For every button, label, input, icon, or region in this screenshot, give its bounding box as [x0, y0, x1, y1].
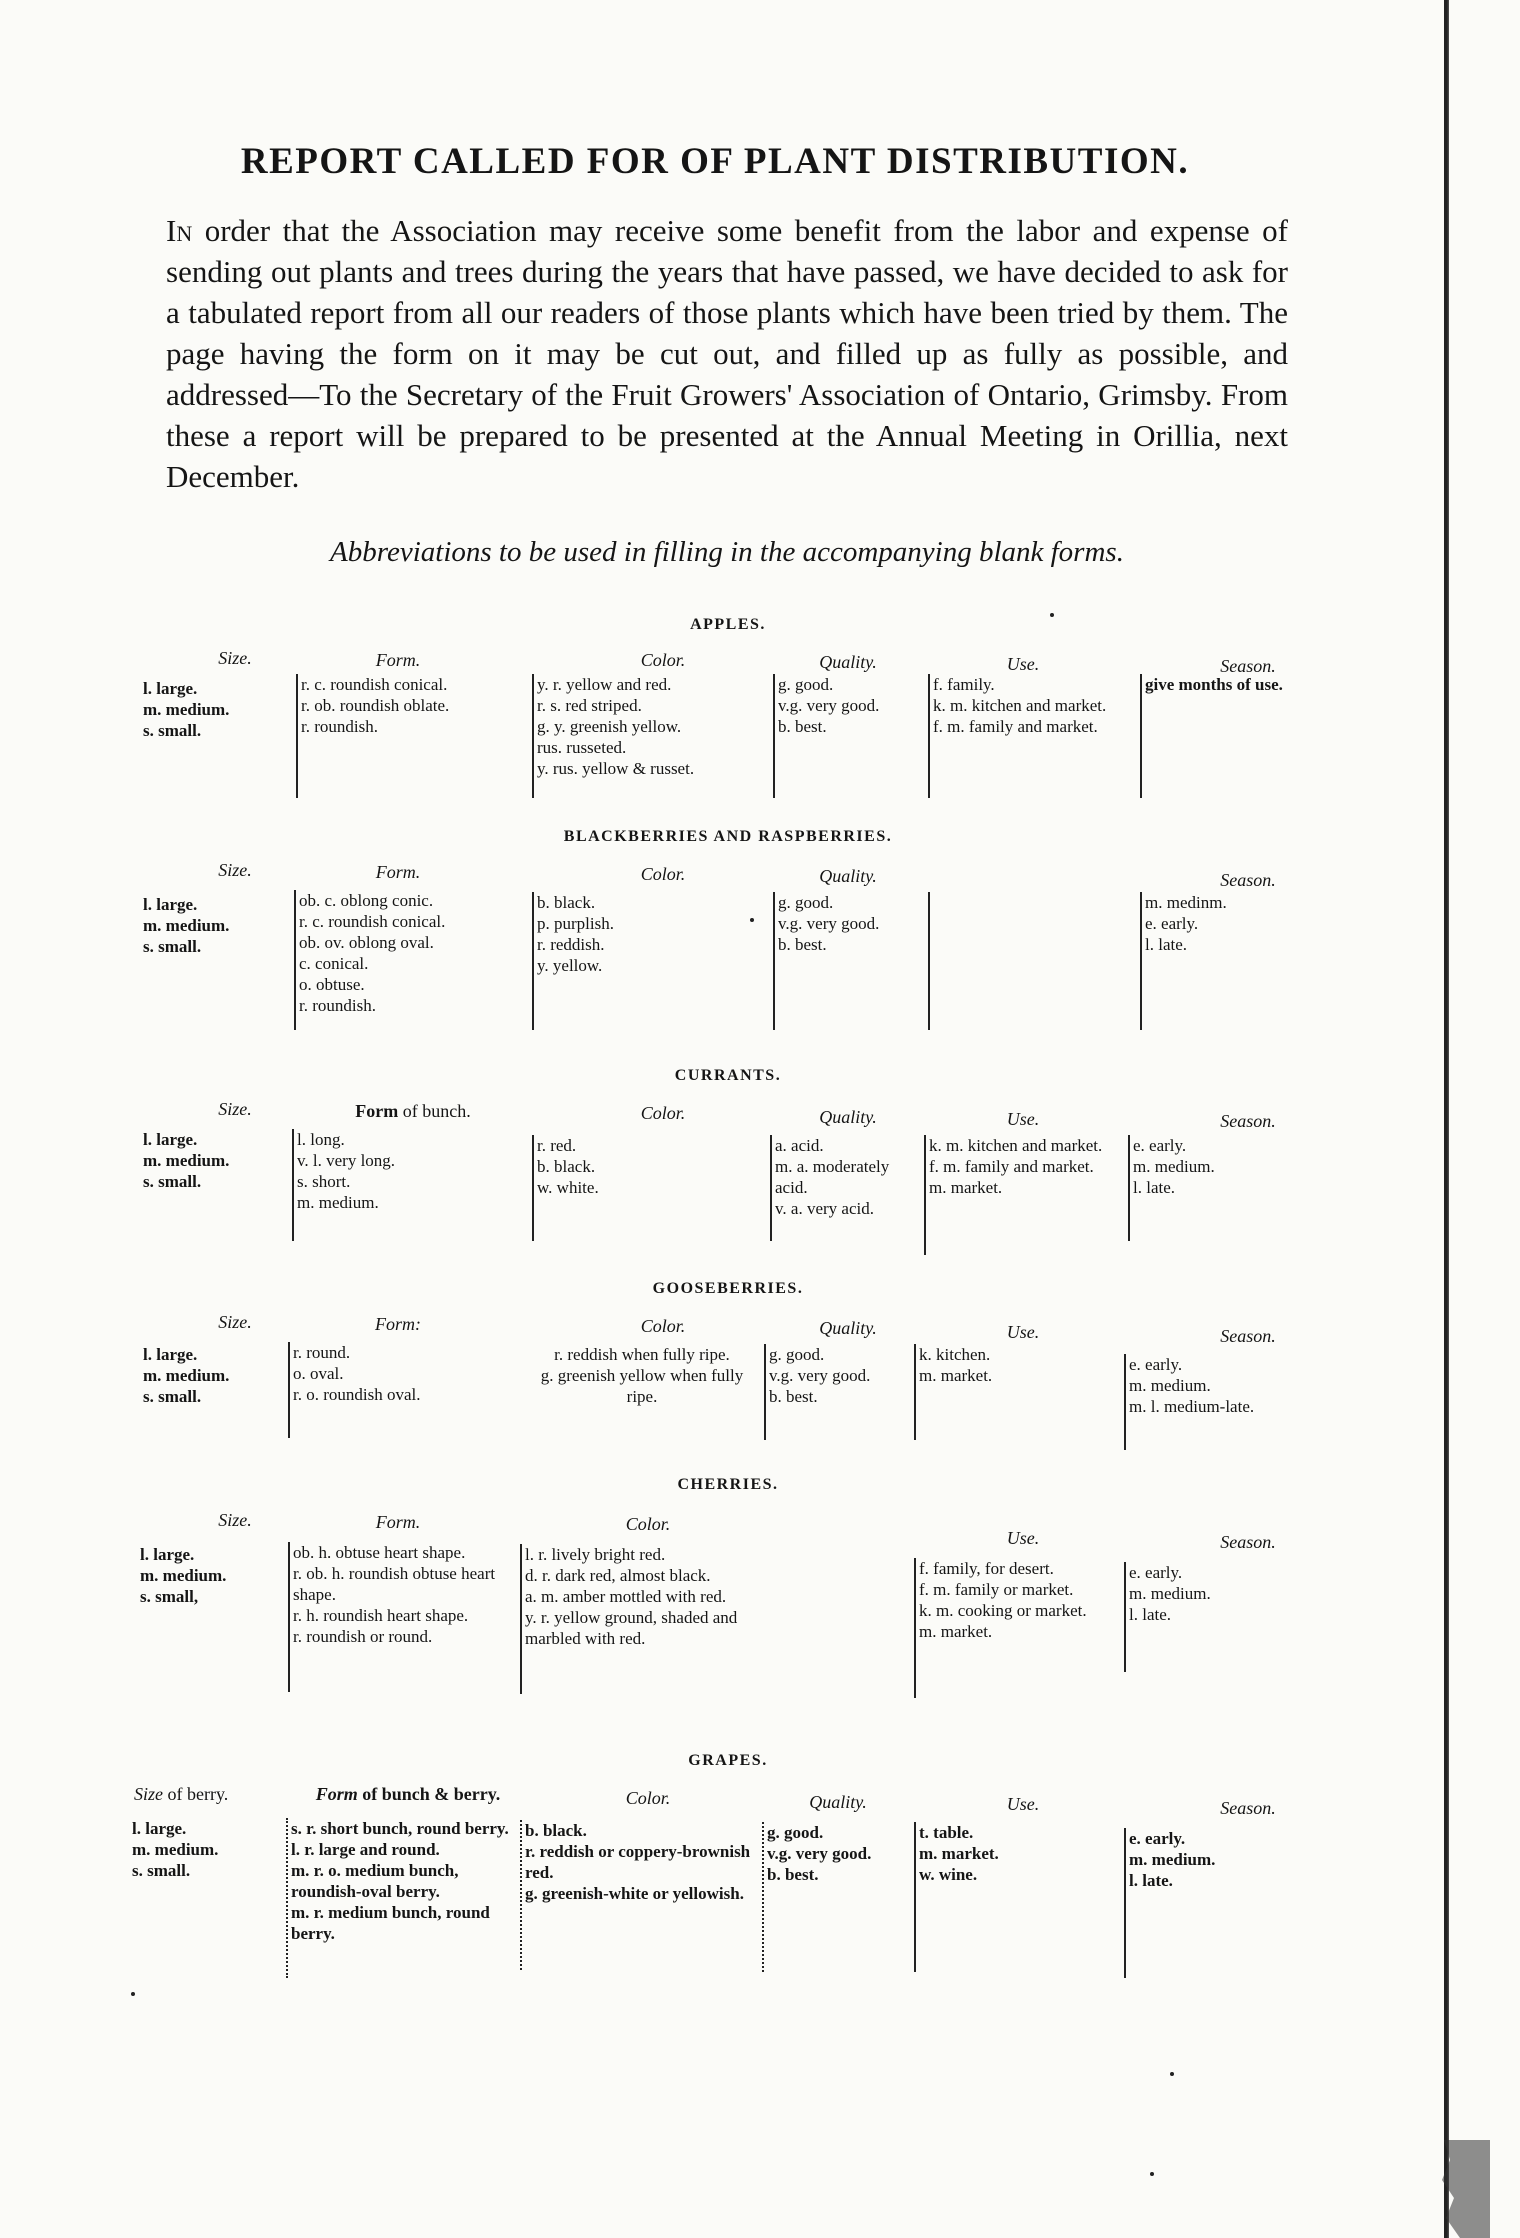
entry-list	[767, 1822, 907, 1885]
col-head-size: Size.	[218, 1312, 252, 1332]
col-quality	[762, 1822, 907, 1972]
abbreviation-entry: s. small.	[143, 1172, 202, 1191]
entry-list	[297, 1129, 527, 1213]
abbreviation-entry: v.g. very good.	[769, 1366, 871, 1385]
abbreviation-entry: ob. h. obtuse heart shape.	[293, 1543, 466, 1562]
section-title: BLACKBERRIES AND RASPBERRIES.	[563, 828, 893, 845]
col-season	[1124, 1828, 1319, 1978]
abbreviation-entry: m. medium.	[297, 1193, 379, 1212]
entry-list	[778, 674, 928, 737]
col-quality	[773, 892, 928, 1030]
col-season	[1124, 1562, 1319, 1672]
col-season	[1128, 1135, 1323, 1241]
col-head-color: Color.	[640, 1316, 686, 1336]
col-quality	[764, 1344, 909, 1440]
entry-list	[1145, 674, 1335, 695]
abbreviation-entry: l. large.	[143, 1345, 198, 1364]
entry-list	[132, 1818, 282, 1881]
col-color	[520, 1544, 753, 1694]
abbreviation-entry: v.g. very good.	[778, 914, 880, 933]
col-season	[1140, 892, 1335, 1030]
col-head-form: Form.	[375, 862, 421, 882]
abbreviation-entry: e. early.	[1145, 914, 1199, 933]
abbreviation-entry: e. early.	[1133, 1136, 1187, 1155]
abbreviation-entry: l. large.	[143, 679, 198, 698]
section-apples	[128, 608, 1328, 808]
entry-list	[919, 1344, 1119, 1386]
abbreviation-entry: d. r. dark red, almost black.	[525, 1566, 711, 1585]
entry-list	[293, 1542, 521, 1647]
abbreviation-entry: l. large.	[143, 1130, 198, 1149]
col-head-quality: Quality.	[819, 652, 877, 672]
abbreviation-entry: ob. c. oblong conic.	[299, 891, 434, 910]
col-head-color: Color.	[640, 1103, 686, 1123]
abbreviation-entry: l. late.	[1145, 935, 1188, 954]
col-head-color: Color.	[640, 650, 686, 670]
abbreviation-entry: m. r. o. medium bunch, roundish-oval berry.	[291, 1861, 459, 1901]
abbreviation-entry: b. best.	[767, 1865, 819, 1884]
col-use	[914, 1822, 1119, 1972]
abbreviation-entry: l. large.	[140, 1545, 195, 1564]
abbreviation-entry: m. medium.	[1129, 1376, 1211, 1395]
col-use	[914, 1344, 1119, 1440]
abbreviation-entry: r. ob. roundish oblate.	[301, 696, 450, 715]
col-head-form-bold: Form	[355, 1101, 399, 1121]
ink-speck	[1170, 2072, 1174, 2076]
abbreviation-entry: g. good.	[778, 893, 834, 912]
intro-lead: In	[166, 213, 193, 248]
abbreviation-entry: r. o. roundish oval.	[293, 1385, 421, 1404]
col-head-form	[298, 1101, 528, 1122]
entry-list	[933, 674, 1143, 737]
abbreviation-entry: b. black.	[537, 1157, 596, 1176]
abbreviation-entry: m. market.	[919, 1844, 999, 1863]
abbreviation-entry: m. market.	[919, 1622, 993, 1641]
abbreviation-entry: a. acid.	[775, 1136, 824, 1155]
abbreviation-entry: g. good.	[778, 675, 834, 694]
entry-list	[525, 1820, 755, 1904]
section-blackberries	[128, 820, 1328, 1040]
entry-list	[919, 1822, 1119, 1885]
col-head-size: Size.	[218, 860, 252, 880]
col-color	[520, 1820, 755, 1970]
abbreviation-entry: k. m. kitchen and market.	[929, 1136, 1103, 1155]
abbreviation-entry: f. m. family and market.	[933, 717, 1098, 736]
abbreviation-entry: y. r. yellow and red.	[537, 675, 672, 694]
abbreviation-entry: m. l. medium-late.	[1129, 1397, 1255, 1416]
abbreviation-entry: f. m. family or market.	[919, 1580, 1074, 1599]
page-title: REPORT CALLED FOR OF PLANT DISTRIBUTION.	[240, 141, 1190, 182]
col-size	[143, 1129, 293, 1192]
entry-list	[1129, 1354, 1319, 1417]
abbreviation-entry: m. a. moderately acid.	[775, 1157, 890, 1197]
col-head-season: Season.	[1220, 656, 1276, 676]
col-form	[286, 1818, 521, 1978]
abbreviation-entry: v. a. very acid.	[775, 1199, 874, 1218]
section-title: GRAPES.	[688, 1752, 768, 1769]
entry-list	[1129, 1828, 1319, 1891]
col-head-use: Use.	[1006, 1322, 1040, 1342]
entry-list	[775, 1135, 917, 1219]
col-size	[143, 678, 293, 741]
abbreviation-entry: s. short.	[297, 1172, 351, 1191]
abbreviation-entry: m. medium.	[143, 916, 230, 935]
col-head-color: Color.	[640, 864, 686, 884]
entry-list	[293, 1342, 525, 1405]
col-head-form: Form.	[375, 650, 421, 670]
col-head-season: Season.	[1220, 1111, 1276, 1131]
abbreviation-entry: s. small.	[143, 937, 202, 956]
abbreviation-entry: s. small.	[143, 1387, 202, 1406]
abbreviation-entry: r. h. roundish heart shape.	[293, 1606, 469, 1625]
abbreviation-entry: b. best.	[778, 935, 827, 954]
abbreviation-entry: m. market.	[919, 1366, 993, 1385]
col-head-season: Season.	[1220, 1326, 1276, 1346]
col-form	[288, 1542, 521, 1692]
abbreviation-entry: s. small.	[143, 721, 202, 740]
abbreviation-entry: r. round.	[293, 1343, 351, 1362]
entry-list	[537, 1135, 773, 1198]
col-head-season: Season.	[1220, 1532, 1276, 1552]
abbreviation-entry: y. rus. yellow & russet.	[537, 759, 695, 778]
abbreviation-entry: e. early.	[1129, 1563, 1183, 1582]
col-head-use: Use.	[1006, 1794, 1040, 1814]
entry-list	[301, 674, 527, 737]
entry-list	[1129, 1562, 1319, 1625]
entry-list	[1133, 1135, 1323, 1198]
col-quality	[773, 674, 928, 798]
abbreviation-entry: l. large.	[143, 895, 198, 914]
abbreviation-entry: v. l. very long.	[297, 1151, 396, 1170]
entry-list	[929, 1135, 1129, 1198]
section-grapes	[128, 1740, 1328, 2000]
abbreviation-entry: b. black.	[525, 1821, 587, 1840]
intro-text: order that the Association may receive some benefit from the labor and expense of sending out plants and trees during the years that have passed, we have decided to ask for a tabulated report from all our readers of those plants which have been tried by them. The page having the form on it may be cut out, and filled up as fully as possible, and addressed—To the Secretary of the Fruit Growers' Association of Ontario, Grimsby. From these a report will be prepared to be presented at the Annual Meeting in Orillia, next December.	[166, 213, 1288, 494]
abbreviation-entry: e. early.	[1129, 1355, 1183, 1374]
col-head-size	[134, 1784, 314, 1805]
col-head-quality: Quality.	[819, 866, 877, 886]
col-head-form	[288, 1784, 528, 1805]
col-quality	[770, 1135, 917, 1241]
entry-list	[143, 678, 293, 741]
col-head-color: Color.	[625, 1788, 671, 1808]
ink-speck	[750, 918, 754, 922]
abbreviation-entry: y. r. yellow ground, shaded and marbled with red.	[525, 1608, 738, 1648]
abbreviation-entry: s. r. short bunch, round berry.	[291, 1819, 509, 1838]
abbreviation-entry: m. market.	[929, 1178, 1003, 1197]
col-form	[288, 1342, 525, 1438]
abbreviation-entry: l. large.	[132, 1819, 187, 1838]
col-color	[524, 1344, 760, 1440]
col-head-size-rest: of berry.	[163, 1784, 229, 1804]
abbreviation-entry: m. medium.	[1129, 1584, 1211, 1603]
col-head-quality: Quality.	[819, 1107, 877, 1127]
abbreviation-entry: k. m. kitchen and market.	[933, 696, 1107, 715]
col-form	[292, 1129, 527, 1241]
col-size	[143, 1344, 293, 1407]
abbreviation-entry: r. roundish.	[301, 717, 378, 736]
abbreviation-entry: m. medium.	[143, 1366, 230, 1385]
col-size	[143, 894, 293, 957]
abbreviation-entry: r. c. roundish conical.	[301, 675, 448, 694]
col-head-size-italic: Size	[134, 1784, 163, 1804]
entry-list	[769, 1344, 909, 1407]
section-title: GOOSEBERRIES.	[652, 1280, 804, 1297]
entry-list	[143, 1129, 293, 1192]
abbreviation-entry: k. m. cooking or market.	[919, 1601, 1087, 1620]
col-head-season: Season.	[1220, 1798, 1276, 1818]
abbreviation-entry: g. greenish yellow when fully ripe.	[540, 1366, 744, 1406]
abbreviation-entry: v.g. very good.	[767, 1844, 872, 1863]
abbreviation-entry: l. late.	[1129, 1605, 1172, 1624]
col-head-use: Use.	[1006, 1528, 1040, 1548]
abbreviation-entry: g. y. greenish yellow.	[537, 717, 682, 736]
entry-list	[537, 674, 773, 779]
abbreviation-entry: a. m. amber mottled with red.	[525, 1587, 727, 1606]
abbreviation-entry: l. r. large and round.	[291, 1840, 440, 1859]
section-currants	[128, 1055, 1328, 1255]
abbreviation-entry: l. late.	[1133, 1178, 1176, 1197]
entry-list	[778, 892, 928, 955]
col-head-quality: Quality.	[809, 1792, 867, 1812]
section-title: APPLES.	[690, 616, 766, 633]
col-head-form-rest: of bunch.	[398, 1101, 471, 1121]
abbreviation-entry: b. best.	[778, 717, 827, 736]
abbreviation-entry: m. medinm.	[1145, 893, 1227, 912]
abbreviation-entry: m. r. medium bunch, round berry.	[291, 1903, 490, 1943]
abbreviation-entry: e. early.	[1129, 1829, 1186, 1848]
abbreviation-entry: f. family.	[933, 675, 995, 694]
col-head-size: Size.	[218, 648, 252, 668]
col-head-form-rest: of bunch & berry.	[357, 1784, 501, 1804]
abbreviation-entry: g. greenish-white or yellowish.	[525, 1884, 744, 1903]
abbreviation-entry: r. red.	[537, 1136, 577, 1155]
abbreviation-entry: b. black.	[537, 893, 596, 912]
abbreviation-entry: s. small,	[140, 1587, 199, 1606]
col-head-season: Season.	[1220, 870, 1276, 890]
abbreviation-entry: o. obtuse.	[299, 975, 365, 994]
abbreviation-entry: s. small.	[132, 1861, 191, 1880]
abbreviation-entry: m. medium.	[143, 700, 230, 719]
abbreviation-entry: p. purplish.	[537, 914, 614, 933]
abbreviation-entry: w. white.	[537, 1178, 599, 1197]
abbreviation-entry: l. long.	[297, 1130, 345, 1149]
torn-edge-mark	[1430, 2140, 1490, 2238]
abbreviation-entry: rus. russeted.	[537, 738, 627, 757]
section-title: CURRANTS.	[674, 1067, 782, 1084]
abbreviation-entry: t. table.	[919, 1823, 974, 1842]
col-form	[296, 674, 527, 798]
entry-list	[291, 1818, 521, 1944]
abbreviation-entry: m. medium.	[143, 1151, 230, 1170]
abbreviation-entry: r. ob. h. roundish obtuse heart shape.	[293, 1564, 496, 1604]
section-cherries	[128, 1468, 1328, 1718]
abbreviation-entry: w. wine.	[919, 1865, 978, 1884]
entry-list	[524, 1344, 760, 1407]
intro-paragraph	[166, 210, 1288, 497]
col-head-form-italic: Form	[315, 1784, 358, 1804]
abbreviation-entry: y. yellow.	[537, 956, 603, 975]
entry-list	[1145, 892, 1335, 955]
col-size	[140, 1544, 290, 1607]
abbreviation-entry: r. reddish or coppery-brownish red.	[525, 1842, 751, 1882]
abbreviation-entry: l. late.	[1129, 1871, 1173, 1890]
col-use	[914, 1558, 1119, 1698]
col-head-use: Use.	[1006, 654, 1040, 674]
abbreviation-entry: v.g. very good.	[778, 696, 880, 715]
entry-list	[525, 1544, 753, 1649]
col-size	[132, 1818, 282, 1881]
ink-speck	[1150, 2172, 1154, 2176]
col-season	[1124, 1354, 1319, 1450]
col-head-use: Use.	[1006, 1109, 1040, 1129]
entry-list	[299, 890, 529, 1016]
col-head-form: Form.	[375, 1512, 421, 1532]
col-use-blank	[928, 892, 1123, 1030]
abbreviation-entry: r. reddish when fully ripe.	[554, 1345, 730, 1364]
abbreviation-entry: k. kitchen.	[919, 1345, 991, 1364]
col-use	[928, 674, 1143, 798]
page-edge-shadow	[1444, 0, 1449, 2238]
col-color	[532, 674, 773, 798]
col-head-size: Size.	[218, 1510, 252, 1530]
col-color	[532, 892, 773, 1030]
abbreviation-entry: r. s. red striped.	[537, 696, 642, 715]
abbreviation-entry: b. best.	[769, 1387, 818, 1406]
abbreviation-entry: m. medium.	[132, 1840, 219, 1859]
abbreviations-heading: Abbreviations to be used in filling in the accompanying blank forms.	[330, 536, 1124, 568]
entry-list	[919, 1558, 1119, 1642]
col-use	[924, 1135, 1129, 1255]
entry-list	[537, 892, 773, 976]
section-gooseberries	[128, 1268, 1328, 1458]
abbreviation-entry: m. medium.	[1133, 1157, 1215, 1176]
abbreviation-entry: l. r. lively bright red.	[525, 1545, 666, 1564]
col-head-color: Color.	[625, 1514, 671, 1534]
entry-list	[140, 1544, 290, 1607]
abbreviation-entry: m. medium.	[140, 1566, 227, 1585]
abbreviation-entry: r. roundish.	[299, 996, 376, 1015]
col-color	[532, 1135, 773, 1241]
abbreviation-entry: r. reddish.	[537, 935, 605, 954]
abbreviation-entry: m. medium.	[1129, 1850, 1216, 1869]
col-head-size: Size.	[218, 1099, 252, 1119]
col-head-form: Form:	[375, 1314, 421, 1334]
ink-speck	[131, 1992, 135, 1996]
abbreviation-entry: give months of use.	[1145, 675, 1283, 694]
abbreviation-entry: g. good.	[769, 1345, 825, 1364]
col-season	[1140, 674, 1335, 798]
section-title: CHERRIES.	[677, 1476, 779, 1493]
entry-list	[143, 1344, 293, 1407]
entry-list	[143, 894, 293, 957]
abbreviation-entry: r. c. roundish conical.	[299, 912, 446, 931]
abbreviation-entry: r. roundish or round.	[293, 1627, 433, 1646]
abbreviation-entry: g. good.	[767, 1823, 824, 1842]
abbreviation-entry: c. conical.	[299, 954, 369, 973]
abbreviation-entry: o. oval.	[293, 1364, 344, 1383]
col-head-quality: Quality.	[819, 1318, 877, 1338]
abbreviation-entry: ob. ov. oblong oval.	[299, 933, 434, 952]
abbreviation-entry: f. m. family and market.	[929, 1157, 1094, 1176]
ink-speck	[1050, 613, 1054, 617]
col-form	[294, 890, 529, 1030]
abbreviation-entry: f. family, for desert.	[919, 1559, 1054, 1578]
